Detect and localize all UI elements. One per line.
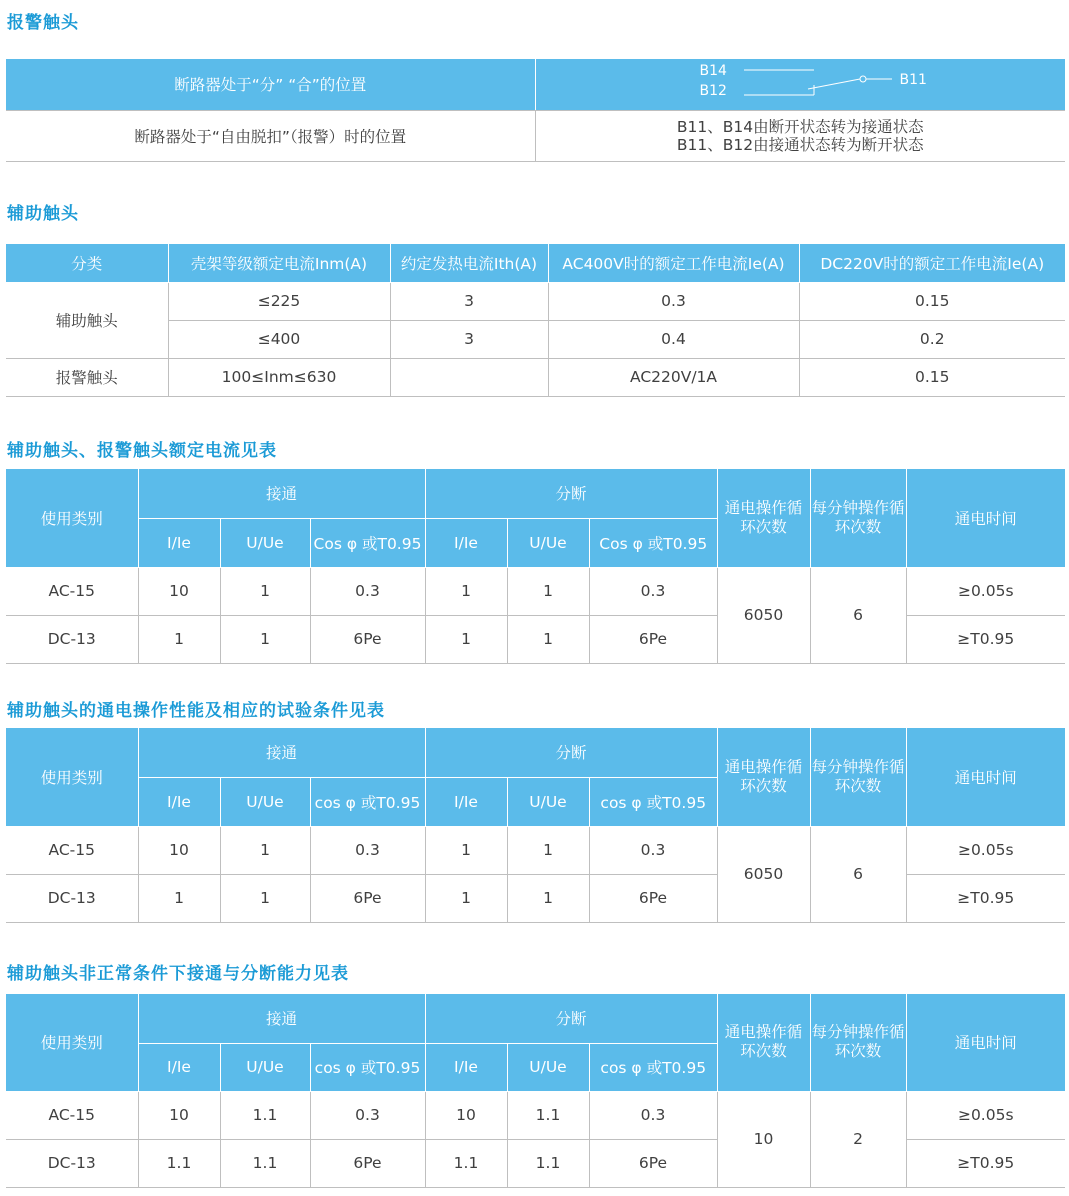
subheader-u-ue: U/Ue — [507, 518, 589, 567]
header-ac400-current: AC400V时的额定工作电流Ie(A) — [548, 244, 799, 282]
table-cell: 0.15 — [799, 358, 1065, 396]
free-trip-position-value — [535, 110, 1065, 161]
header-operation-cycles: 通电操作循环次数 — [717, 728, 810, 826]
energized-time-value: ≥0.05s — [906, 567, 1065, 615]
table-cell: 10 — [138, 826, 220, 874]
subheader-cos-phi: cos φ 或T0.95 — [589, 1043, 717, 1091]
subheader-i-ie: I/Ie — [138, 777, 220, 826]
table-cell: 1.1 — [507, 1139, 589, 1187]
subheader-cos-phi: Cos φ 或T0.95 — [310, 518, 425, 567]
header-break: 分断 — [425, 994, 717, 1043]
subheader-u-ue: U/Ue — [507, 777, 589, 826]
header-energized-time: 通电时间 — [906, 469, 1065, 567]
operation-cycles-value: 6050 — [717, 567, 810, 663]
subheader-u-ue: U/Ue — [507, 1043, 589, 1091]
cycles-per-minute-value: 6 — [810, 826, 906, 922]
operation-cycles-value: 10 — [717, 1091, 810, 1187]
header-cycles-per-minute: 每分钟操作循环次数 — [810, 994, 906, 1091]
energized-time-value: ≥0.05s — [906, 826, 1065, 874]
table-cell: 1 — [425, 615, 507, 663]
rated-current-table — [6, 469, 1065, 664]
alarm-contact-label: 报警触头 — [6, 358, 168, 396]
b12-label: B12 — [699, 83, 727, 100]
category-ac15: AC-15 — [6, 1091, 138, 1139]
table-cell: 1 — [220, 874, 310, 922]
table-cell: 1 — [220, 615, 310, 663]
table-cell: 0.3 — [310, 567, 425, 615]
table-cell: 6Pe — [310, 615, 425, 663]
header-energized-time: 通电时间 — [906, 728, 1065, 826]
subheader-cos-phi: Cos φ 或T0.95 — [589, 518, 717, 567]
energized-time-value: ≥T0.95 — [906, 874, 1065, 922]
section-title-operation-performance: 辅助触头的通电操作性能及相应的试验条件见表 — [7, 701, 385, 721]
subheader-i-ie: I/Ie — [425, 777, 507, 826]
state-change-b14: B11、B14由断开状态转为接通状态 — [676, 117, 924, 136]
header-frame-current: 壳架等级额定电流Inm(A) — [168, 244, 390, 282]
free-trip-position-label: 断路器处于“自由脱扣”（报警）时的位置 — [6, 110, 535, 161]
table-cell: ≤400 — [168, 320, 390, 358]
header-thermal-current: 约定发热电流Ith(A) — [390, 244, 548, 282]
header-dc220-current: DC220V时的额定工作电流Ie(A) — [799, 244, 1065, 282]
table-cell: 1.1 — [220, 1091, 310, 1139]
header-cycles-per-minute: 每分钟操作循环次数 — [810, 469, 906, 567]
table-cell: 0.2 — [799, 320, 1065, 358]
energized-time-value: ≥T0.95 — [906, 615, 1065, 663]
table-cell: 0.3 — [589, 1091, 717, 1139]
table-cell: 0.15 — [799, 282, 1065, 320]
section-title-abnormal-conditions: 辅助触头非正常条件下接通与分断能力见表 — [7, 964, 349, 984]
table-cell: 3 — [390, 320, 548, 358]
header-operation-cycles: 通电操作循环次数 — [717, 469, 810, 567]
table-cell: AC220V/1A — [548, 358, 799, 396]
aux-contact-table — [6, 244, 1065, 397]
table-cell: 6Pe — [310, 874, 425, 922]
table-cell: 10 — [138, 567, 220, 615]
table-cell: 0.3 — [548, 282, 799, 320]
subheader-u-ue: U/Ue — [220, 1043, 310, 1091]
subheader-cos-phi: cos φ 或T0.95 — [310, 777, 425, 826]
subheader-i-ie: I/Ie — [138, 518, 220, 567]
energized-time-value: ≥T0.95 — [906, 1139, 1065, 1187]
table-cell: 1 — [220, 826, 310, 874]
table-cell: 3 — [390, 282, 548, 320]
category-dc13: DC-13 — [6, 615, 138, 663]
table-cell: 0.3 — [589, 567, 717, 615]
table-cell: 6Pe — [589, 874, 717, 922]
table-cell — [390, 358, 548, 396]
table-cell: 10 — [425, 1091, 507, 1139]
subheader-i-ie: I/Ie — [425, 1043, 507, 1091]
aux-contact-label: 辅助触头 — [6, 282, 168, 358]
table-cell: ≤225 — [168, 282, 390, 320]
table-cell: 1 — [138, 615, 220, 663]
table-cell: 6Pe — [589, 1139, 717, 1187]
table-cell: 1 — [425, 874, 507, 922]
table-cell: 1 — [507, 874, 589, 922]
energized-time-value: ≥0.05s — [906, 1091, 1065, 1139]
contact-switch-diagram — [536, 59, 1066, 109]
table-cell: 1 — [507, 615, 589, 663]
subheader-i-ie: I/Ie — [138, 1043, 220, 1091]
header-break: 分断 — [425, 728, 717, 777]
operation-performance-table — [6, 728, 1065, 923]
header-usage-category: 使用类别 — [6, 728, 138, 826]
contact-diagram-cell — [535, 59, 1065, 110]
section-title-alarm-contact: 报警触头 — [7, 13, 79, 33]
abnormal-conditions-table — [6, 994, 1065, 1188]
section-title-aux-contact: 辅助触头 — [7, 204, 79, 224]
table-cell: 1 — [507, 567, 589, 615]
subheader-cos-phi: cos φ 或T0.95 — [589, 777, 717, 826]
subheader-u-ue: U/Ue — [220, 518, 310, 567]
table-cell: 0.3 — [310, 826, 425, 874]
state-change-b12: B11、B12由接通状态转为断开状态 — [676, 135, 924, 154]
subheader-i-ie: I/Ie — [425, 518, 507, 567]
cycles-per-minute-value: 6 — [810, 567, 906, 663]
table-cell: 1 — [425, 826, 507, 874]
table-cell: 1.1 — [220, 1139, 310, 1187]
table-cell: 100≤Inm≤630 — [168, 358, 390, 396]
category-dc13: DC-13 — [6, 1139, 138, 1187]
table-cell: 1 — [138, 874, 220, 922]
header-make: 接通 — [138, 469, 425, 518]
category-dc13: DC-13 — [6, 874, 138, 922]
open-close-position-label: 断路器处于“分” “合”的位置 — [6, 59, 535, 110]
table-cell: 1 — [425, 567, 507, 615]
table-cell: 1 — [507, 826, 589, 874]
header-operation-cycles: 通电操作循环次数 — [717, 994, 810, 1091]
subheader-u-ue: U/Ue — [220, 777, 310, 826]
table-cell: 1.1 — [507, 1091, 589, 1139]
header-usage-category: 使用类别 — [6, 994, 138, 1091]
b14-label: B14 — [699, 63, 727, 80]
header-usage-category: 使用类别 — [6, 469, 138, 567]
table-cell: 0.4 — [548, 320, 799, 358]
category-ac15: AC-15 — [6, 826, 138, 874]
table-cell: 1.1 — [138, 1139, 220, 1187]
section-title-rated-current: 辅助触头、报警触头额定电流见表 — [7, 441, 277, 461]
table-cell: 1.1 — [425, 1139, 507, 1187]
table-cell: 10 — [138, 1091, 220, 1139]
header-energized-time: 通电时间 — [906, 994, 1065, 1091]
table-cell: 0.3 — [589, 826, 717, 874]
header-cycles-per-minute: 每分钟操作循环次数 — [810, 728, 906, 826]
table-cell: 6Pe — [589, 615, 717, 663]
header-break: 分断 — [425, 469, 717, 518]
table-cell: 6Pe — [310, 1139, 425, 1187]
subheader-cos-phi: cos φ 或T0.95 — [310, 1043, 425, 1091]
header-category: 分类 — [6, 244, 168, 282]
alarm-contact-table — [6, 59, 1065, 162]
cycles-per-minute-value: 2 — [810, 1091, 906, 1187]
table-cell: 0.3 — [310, 1091, 425, 1139]
table-cell: 1 — [220, 567, 310, 615]
switch-symbol-icon — [536, 59, 1066, 109]
header-make: 接通 — [138, 994, 425, 1043]
category-ac15: AC-15 — [6, 567, 138, 615]
header-make: 接通 — [138, 728, 425, 777]
operation-cycles-value: 6050 — [717, 826, 810, 922]
b11-label: B11 — [899, 72, 927, 89]
